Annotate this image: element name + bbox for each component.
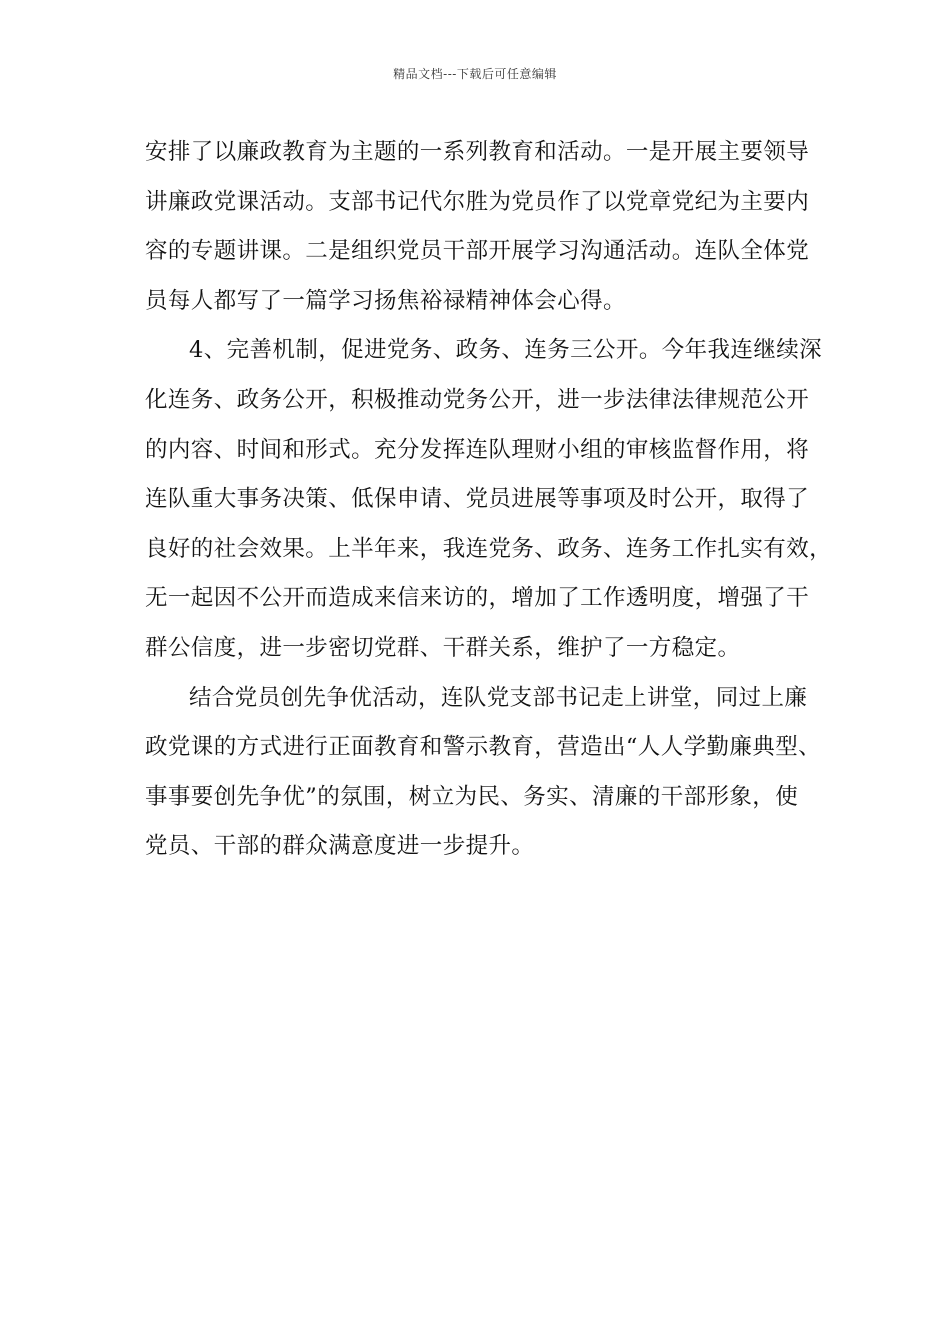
text-line: 良好的社会效果。上半年来，我连党务、政务、连务工作扎实有效， [145,535,833,562]
text-line: 群公信度，进一步密切党群、干群关系，维护了一方稳定。 [145,634,741,661]
text-line: 结合党员创先争优活动，连队党支部书记走上讲堂，同过上廉 [189,684,808,711]
text-line: 4、完善机制，促进党务、政务、连务三公开。今年我连继续深 [189,337,823,364]
text-line: 事事要创先争优”的氛围，树立为民、务实、清廉的干部形象，使 [145,783,799,810]
text-line: 无一起因不公开而造成来信来访的，增加了工作透明度，增强了干 [145,585,810,612]
text-line: 讲廉政党课活动。支部书记代尔胜为党员作了以党章党纪为主要内 [145,188,810,215]
text-line: 的内容、时间和形式。充分发挥连队理财小组的审核监督作用，将 [145,436,810,463]
text-line: 政党课的方式进行正面教育和警示教育，营造出“人人学勤廉典型、 [145,734,822,761]
document-body [145,136,835,880]
text-line: 安排了以廉政教育为主题的一系列教育和活动。一是开展主要领导 [145,139,810,165]
page-header: 精品文档---下载后可任意编辑 [393,67,557,81]
text-line: 容的专题讲课。二是组织党员干部开展学习沟通活动。连队全体党 [145,238,810,265]
text-line: 党员、干部的群众满意度进一步提升。 [145,833,535,860]
text-line: 员每人都写了一篇学习扬焦裕禄精神体会心得。 [145,287,626,314]
text-line: 化连务、政务公开，积极推动党务公开，进一步法律法律规范公开 [145,386,810,413]
text-line: 连队重大事务决策、低保申请、党员进展等事项及时公开，取得了 [145,486,810,513]
